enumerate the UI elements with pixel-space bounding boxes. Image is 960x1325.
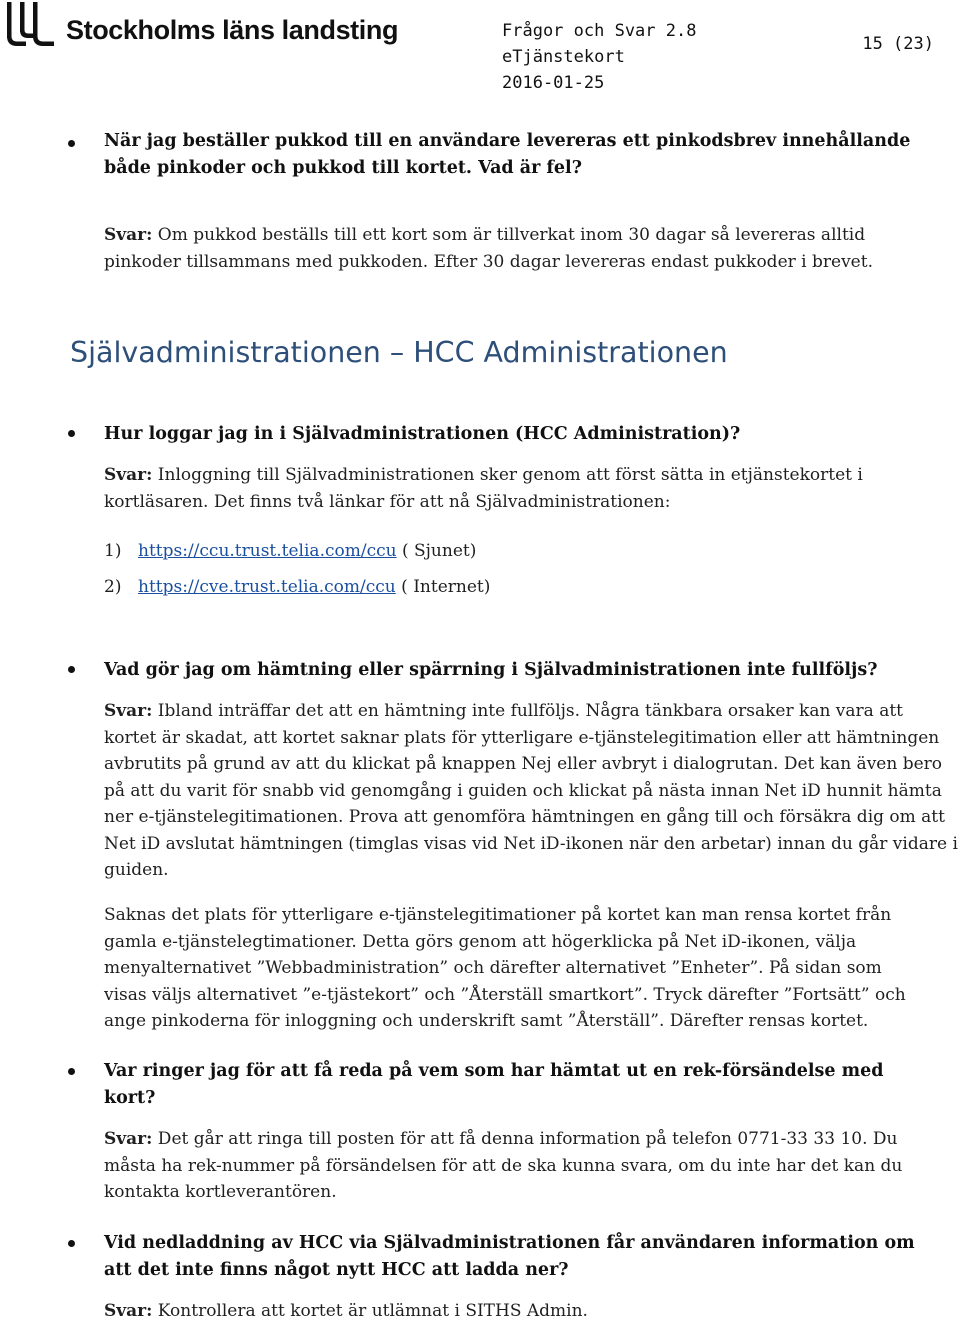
answer-text: Ibland inträffar det att en hämtning inte fullföljs. Några tänkbara orsaker kan vara att kortet är skadat, att kortet saknar plats för ytterligare e-tjänstelegitimation eller att hämtningen avbrutits på grund av att du klickat på knappen Nej eller avbryt i dialogrutan. Det kan även bero på att du varit för snabb vid genomgång i guiden och klickat på nästa innan Net iD hunnit hämta ner e-tjänstelegitimationen. Prova att genomföra hämtningen en gång till och försäkra dig om att Net iD avslutat hämtningen (timglas visas vid Net iD-ikonen när den arbetar) innan du går vidare i guiden.: [104, 701, 958, 880]
link-item: [104, 574, 490, 600]
answer-label: Svar:: [104, 225, 153, 245]
question-registered-mail: Var ringer jag för att få reda på vem som har hämtat ut en rek-försändelse med kort?: [104, 1061, 884, 1108]
answer-fetch-fail-paragraph-2: Saknas det plats för ytterligare e-tjänstelegitimationer på kortet kan man rensa kortet från gamla e-tjänstelegtimationer. Detta görs genom att högerklicka på Net iD-ikonen, välja menyalternativet ”Webbadministration” och därefter alternativet ”Enheter”. På sidan som visas väljs alternativet ”e-tjästekort” och ”Återställ smartkort”. Tryck därefter ”Fortsätt” och ange pinkoderna för inloggning och underskrift samt ”Återställ”. Därefter rensas kortet.: [104, 905, 906, 1031]
bullet-icon: [68, 430, 75, 437]
answer-label: Svar:: [104, 465, 153, 485]
answer-registered-mail: [104, 1126, 914, 1206]
bullet-icon: [68, 1240, 75, 1247]
question-login: Hur loggar jag in i Självadministrationen (HCC Administration)?: [104, 424, 741, 444]
link-sjunet[interactable]: https://ccu.trust.telia.com/ccu: [138, 541, 397, 561]
link-number: 1): [104, 541, 122, 561]
org-logo: [4, 2, 398, 48]
answer-text: Inloggning till Självadministrationen sker genom att först sätta in etjänstekortet i kortläsaren. Det finns två länkar för att nå Självadministrationen:: [104, 465, 863, 512]
page-number: 15 (23): [862, 34, 934, 54]
question-fetch-fail: Vad gör jag om hämtning eller spärrning i Självadministrationen inte fullföljs?: [104, 660, 878, 680]
answer-label: Svar:: [104, 701, 153, 721]
section-heading: Självadministrationen – HCC Administrationen: [70, 336, 728, 369]
answer-label: Svar:: [104, 1129, 153, 1149]
document-date: 2016-01-25: [502, 73, 605, 93]
document-subtitle: eTjänstekort: [502, 47, 625, 67]
bullet-icon: [68, 666, 75, 673]
answer-fetch-fail: [104, 698, 960, 884]
bullet-icon: [68, 1068, 75, 1075]
question-hcc-download: Vid nedladdning av HCC via Självadministrationen får användaren information om att det inte finns något nytt HCC att ladda ner?: [104, 1233, 915, 1280]
intro-question: När jag beställer pukkod till en användare levereras ett pinkodsbrev innehållande både pinkoder och pukkod till kortet. Vad är fel?: [104, 131, 911, 178]
answer-hcc-download: [104, 1298, 960, 1325]
link-internet[interactable]: https://cve.trust.telia.com/ccu: [138, 577, 396, 597]
document-title: Frågor och Svar 2.8: [502, 21, 697, 41]
answer-text: Om pukkod beställs till ett kort som är tillverkat inom 30 dagar så levereras alltid pinkoder tillsammans med pukkoden. Efter 30 dagar levereras endast pukkoder i brevet.: [104, 225, 873, 272]
page-header: [0, 0, 960, 93]
document-meta: [502, 18, 696, 96]
org-name: Stockholms läns landsting: [66, 15, 399, 45]
sll-logo-icon: [4, 2, 58, 48]
link-note: ( Internet): [395, 577, 491, 597]
intro-answer: [104, 222, 904, 275]
answer-text: Kontrollera att kortet är utlämnat i SITHS Admin.: [152, 1301, 588, 1321]
link-note: ( Sjunet): [396, 541, 477, 561]
answer-login: [104, 462, 904, 515]
link-number: 2): [104, 577, 122, 597]
answer-label: Svar:: [104, 1301, 153, 1321]
link-item: [104, 538, 476, 564]
answer-text: Det går att ringa till posten för att få denna information på telefon 0771-33 33 10. Du måsta ha rek-nummer på försändelsen för att de ska kunna svara, om du inte har det kan du kontakta kortleverantören.: [104, 1129, 903, 1202]
bullet-icon: [68, 140, 75, 147]
